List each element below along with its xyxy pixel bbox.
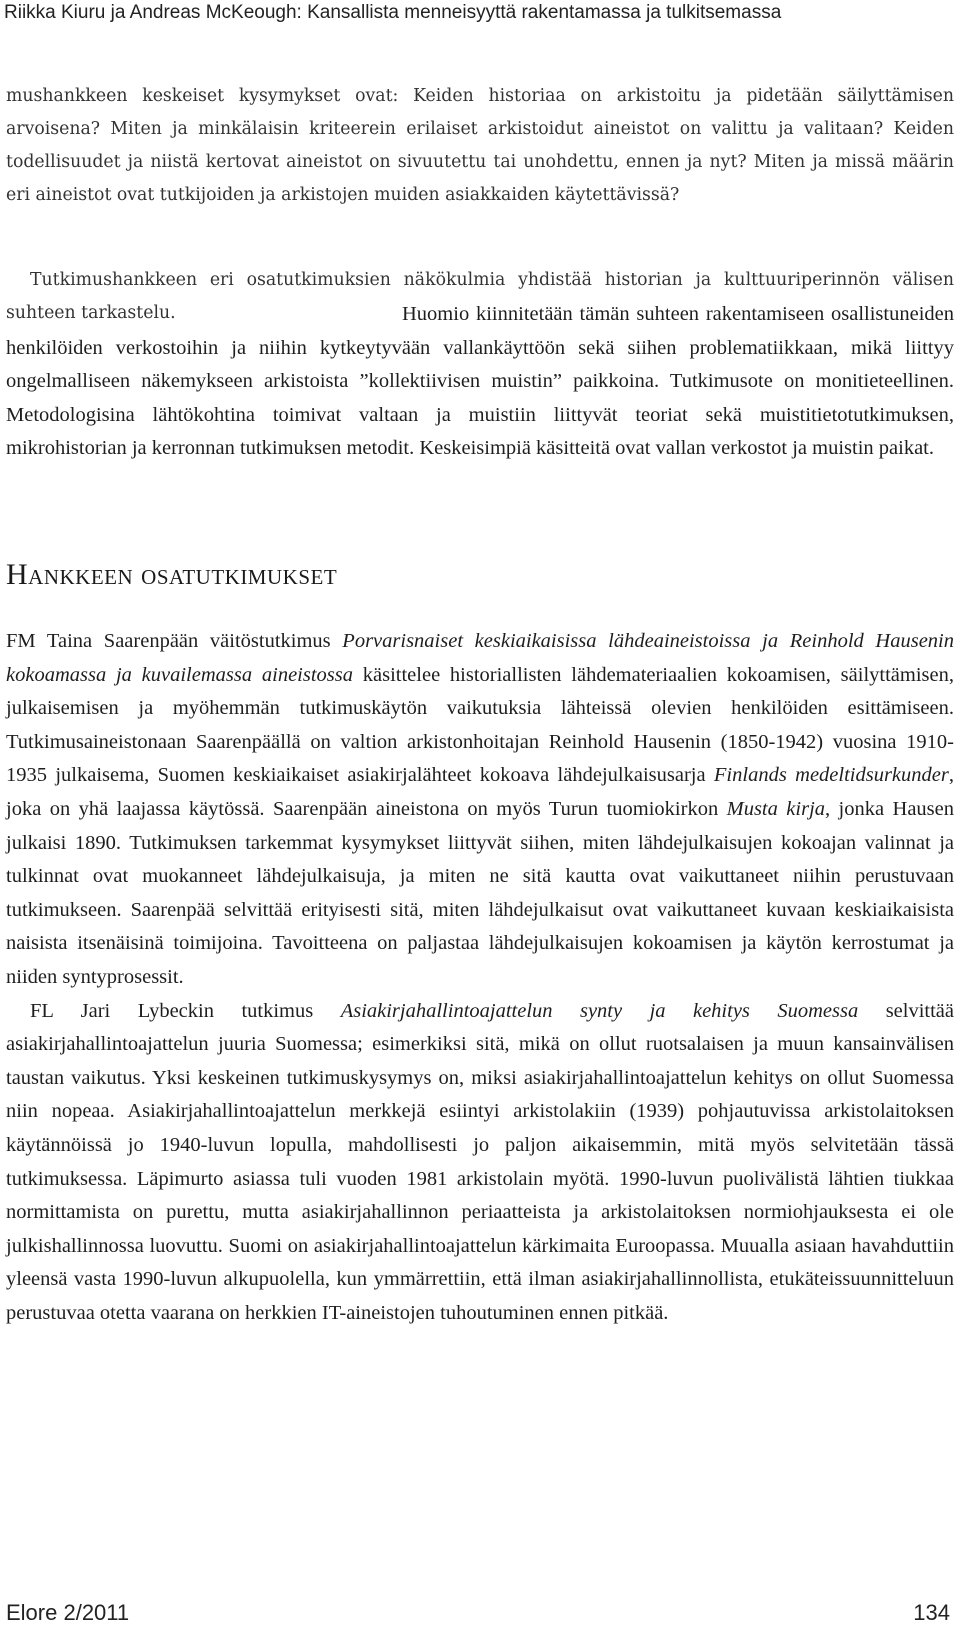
footer-journal: Elore 2/2011 (6, 1600, 130, 1625)
intro-paragraph (6, 80, 954, 212)
intro-questions: mushankkeen keskeiset kysymykset ovat: Keiden historiaa on arkistoitu ja pidetään säilyttämisen arvoisena? Miten ja minkälaisin kriteerein erilaiset arkistoidut aineistot on valittu ja valitaan? Keiden todellisuudet ja niistä kertovat aineistot on sivuutettu tai unohdettu, ennen ja nyt? Miten ja missä määrin eri aineistot ovat tutkijoiden ja arkistojen muiden asiakkaiden käytettävissä? (6, 86, 954, 205)
paragraph-saarenpaa (6, 625, 954, 995)
method-paragraph (6, 298, 954, 466)
p1-text-d: , jonka Hausen julkaisi 1890. Tutkimuksen tarkemmat kysymykset liittyvät siihen, miten lähdejulkaisujen kokoajan valinnat ja tulkinnat ovat muokanneet lähdejulkaisuja, ja miten ne sitä kautta ovat vaikuttaneet niihin perustuvaan tutkimukseen. Saarenpää selvittää erityisesti sitä, miten lähdejulkaisut ovat vaikuttaneet kuvaan keskiaikaisista naisista itsenäisinä toimijoina. Tavoitteena on paljastaa lähdejulkaisujen kokoamisen ja käytön kerrostumat ja niiden syntyprosessit. (6, 797, 955, 988)
intro-lead-text: Tutkimushankkeen eri osatutkimuksien näkökulmia yhdistää historian ja kulttuuriperinnön välisen suhteen tarkastelu. (6, 270, 954, 323)
p1-book-title: Musta kirja (726, 797, 826, 820)
section-body (6, 625, 954, 1330)
p1-dissertation-title: Porvarisnaiset keskiaikaisissa lähdeaineistoissa ja Reinhold Hausenin kokoamassa ja kuvailemassa aineistossa (6, 630, 954, 686)
p2-text-b: selvittää asiakirjahallintoajattelun juuria Suomessa; esimerkiksi sitä, mikä on ollut ruotsalaisen ja muun kansainvälisen taustan vaikutus. Yksi keskeinen tutkimuskysymys on, miksi asiakirjahallintoajattelun kehitys on ollut Suomessa niin nopeaa. Asiakirjahallintoajattelun merkkejä esiintyi arkistolakiin (1939) pohjautuvissa arkistolaitoksen käytännöissä jo 1940-luvun lopulla, mahdollisesti jo paljon aikaisemmin, mitä myös selvitetään tässä tutkimuksessa. Läpimurto asiassa tuli vuoden 1981 arkistolain myötä. 1990-luvun puolivälistä lähtien tiukkaa normittamista on purettu, mutta asiakirjahallinnon periaatteista ja arkistolaitoksen normiohjauksesta ei ole julkishallinnossa luovuttu. Suomi on asiakirjahallintoajattelun kärkimaita Euroopassa. Muualla asiaan havahduttiin yleensä vasta 1990-luvun alkupuolella, kun ymmärrettiin, että ilman asiakirjahallinnollista, etukäteissuunnitteluun perustuvaa otetta vaarana on herkkien IT-aineistojen tuhoutuminen ennen pitkää. (6, 999, 955, 1324)
section-heading: Hankkeen osatutkimukset (6, 558, 338, 591)
p2-study-title: Asiakirjahallintoajattelun synty ja kehitys Suomessa (340, 999, 859, 1022)
p1-text-a: FM Taina Saarenpään väitöstutkimus (6, 630, 343, 652)
paragraph-lybeck (6, 995, 954, 1331)
running-header: Riikka Kiuru ja Andreas McKeough: Kansallista menneisyyttä rakentamassa ja tulkitsemassa (4, 2, 782, 23)
p1-text-b: käsittelee historiallisten lähdemateriaalien kokoamisen, säilyttämisen, julkaisemisen ja myöhemmän tutkimuskäytön vaikutuksia lähteissä olevien henkilöiden esittämiseen. Tutkimusaineistonaan Saarenpäällä on valtion arkistonhoitajan Reinhold Hausenin (1850-1942) vuosina 1910-1935 julkaisema, Suomen keskiaikaiset asiakirjalähteet kokoava lähdejulkaisusarja (6, 663, 954, 787)
p1-series-title: Finlands medeltidsurkunder (713, 764, 949, 787)
method-body: Huomio kiinnitetään tämän suhteen rakentamiseen osallistuneiden henkilöiden verkostoihin ja niihin kytkeytyvään vallankäyttöön sekä siihen problematiikkaan, mikä liittyy ongelmalliseen näkemykseen arkistoista ”kollektiivisen muistin” paikkoina. Tutkimusote on monitieteellinen. Metodologisina lähtökohtina toimivat valtaan ja muistiin liittyvät teoriat sekä muistitietotutkimuksen, mikrohistorian ja kerronnan tutkimuksen metodit. Keskeisimpiä käsitteitä ovat vallan verkostot ja muistin paikat. (6, 303, 954, 459)
p2-text-a: FL Jari Lybeckin tutkimus (30, 999, 341, 1022)
method-text (6, 298, 954, 466)
p1-text-c: , joka on yhä laajassa käytössä. Saarenpään aineistona on myös Turun tuomiokirkon (6, 764, 954, 820)
footer-page-number: 134 (913, 1600, 950, 1625)
